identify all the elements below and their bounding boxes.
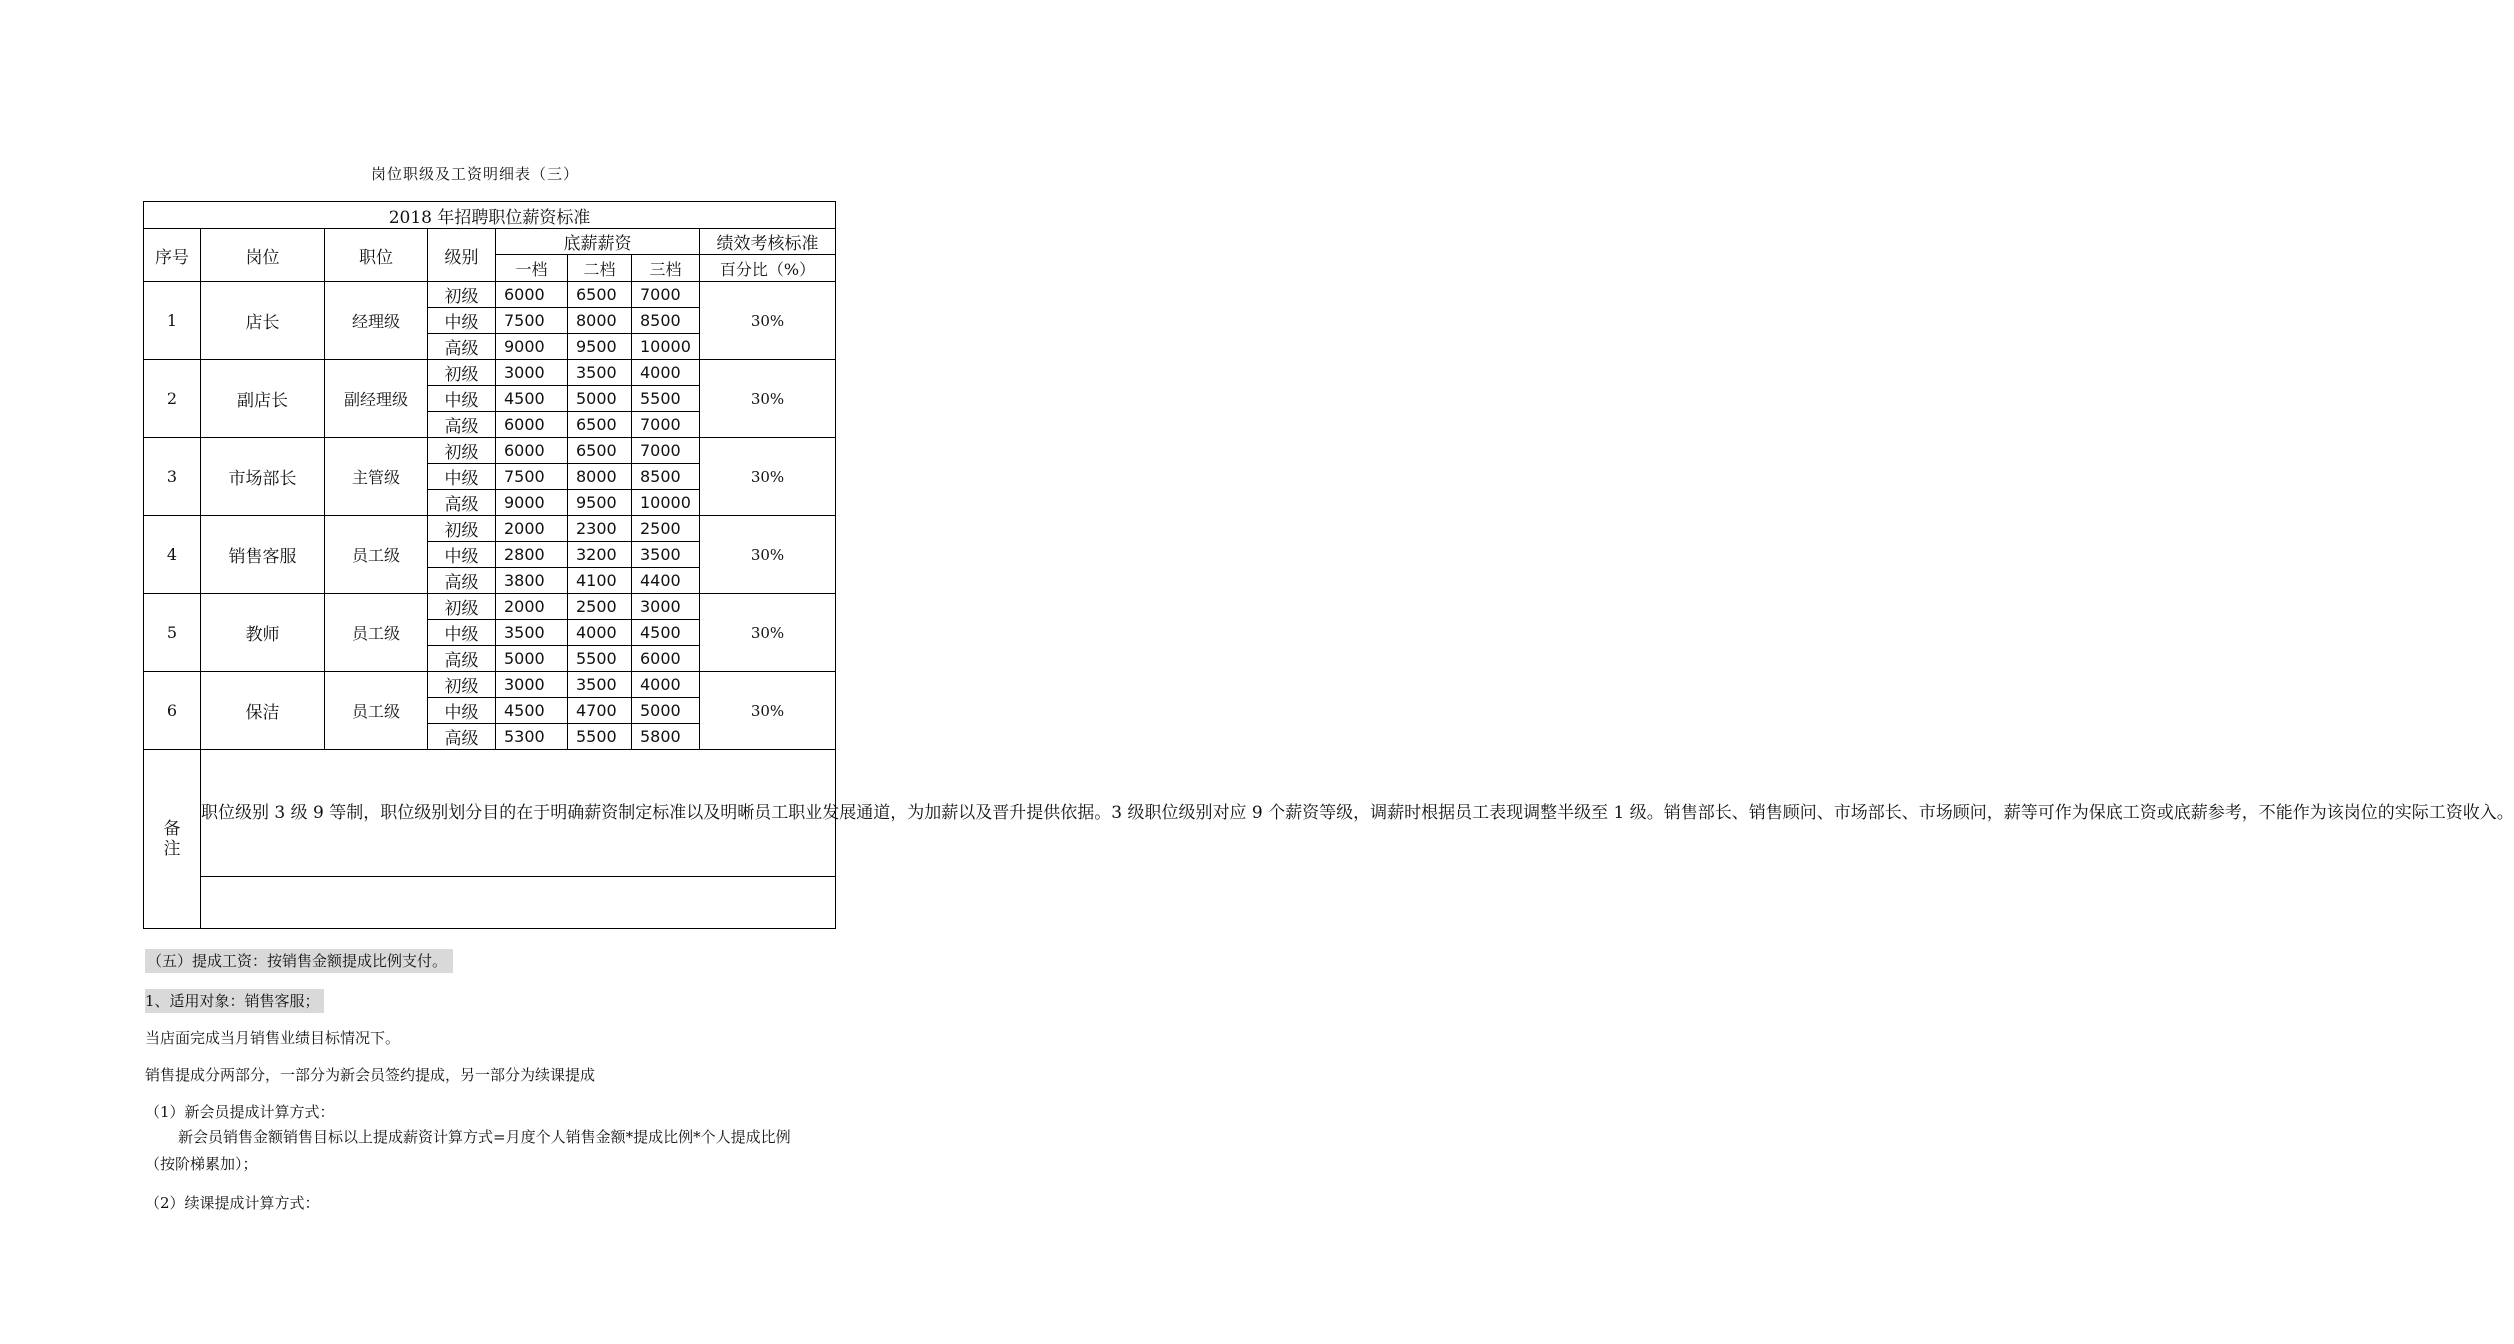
remarks-empty-cell — [201, 877, 836, 929]
tier3-value: 5000 — [632, 698, 700, 724]
tier1-value: 2800 — [496, 542, 568, 568]
table-row — [144, 438, 836, 464]
commission-heading-text: （五）提成工资：按销售金额提成比例支付。 — [145, 949, 453, 973]
tier1-value: 3000 — [496, 672, 568, 698]
tier2-value: 9500 — [568, 334, 632, 360]
paragraph-new-member-formula: 新会员销售金额销售目标以上提成薪资计算方式=月度个人销售金额*提成比例*个人提成比例（按阶梯累加）； — [145, 1128, 791, 1173]
tier3-value: 4500 — [632, 620, 700, 646]
rank-cell: 主管级 — [325, 438, 428, 516]
tier2-value: 5500 — [568, 646, 632, 672]
level-cell: 初级 — [428, 672, 496, 698]
header-tier3: 三档 — [632, 255, 700, 282]
level-cell: 初级 — [428, 360, 496, 386]
post-cell: 保洁 — [201, 672, 325, 750]
tier1-value: 5300 — [496, 724, 568, 750]
tier2-value: 6500 — [568, 438, 632, 464]
header-level: 级别 — [428, 229, 496, 282]
tier2-value: 5000 — [568, 386, 632, 412]
level-cell: 中级 — [428, 464, 496, 490]
section-heading-commission — [145, 950, 453, 971]
tier2-value: 9500 — [568, 490, 632, 516]
tier1-value: 2000 — [496, 516, 568, 542]
tier3-value: 3500 — [632, 542, 700, 568]
post-cell: 副店长 — [201, 360, 325, 438]
remarks-label — [144, 750, 201, 929]
tier3-value: 4000 — [632, 672, 700, 698]
tier1-value: 3800 — [496, 568, 568, 594]
tier1-value: 4500 — [496, 698, 568, 724]
tier3-value: 5500 — [632, 386, 700, 412]
tier2-value: 4100 — [568, 568, 632, 594]
header-base-pay: 底薪薪资 — [496, 229, 700, 255]
tier3-value: 7000 — [632, 438, 700, 464]
rank-cell: 员工级 — [325, 672, 428, 750]
tier1-value: 2000 — [496, 594, 568, 620]
level-cell: 初级 — [428, 594, 496, 620]
level-cell: 高级 — [428, 724, 496, 750]
remarks-row — [144, 750, 836, 877]
tier3-value: 8500 — [632, 464, 700, 490]
applicable-target-text: 1、适用对象：销售客服； — [145, 989, 324, 1013]
level-cell: 中级 — [428, 542, 496, 568]
paragraph-store-target: 当店面完成当月销售业绩目标情况下。 — [145, 1029, 401, 1047]
post-cell: 店长 — [201, 282, 325, 360]
tier1-value: 6000 — [496, 412, 568, 438]
table-row — [144, 672, 836, 698]
level-cell: 中级 — [428, 620, 496, 646]
tier2-value: 5500 — [568, 724, 632, 750]
rank-cell: 副经理级 — [325, 360, 428, 438]
perf-cell: 30% — [700, 594, 836, 672]
level-cell: 高级 — [428, 568, 496, 594]
seq-cell: 2 — [144, 360, 201, 438]
tier1-value: 6000 — [496, 282, 568, 308]
salary-table — [143, 201, 2514, 929]
tier3-value: 8500 — [632, 308, 700, 334]
tier3-value: 2500 — [632, 516, 700, 542]
post-cell: 销售客服 — [201, 516, 325, 594]
header-perf: 绩效考核标准 — [700, 229, 836, 255]
tier1-value: 4500 — [496, 386, 568, 412]
tier3-value: 4400 — [632, 568, 700, 594]
table-row — [144, 594, 836, 620]
tier2-value: 8000 — [568, 464, 632, 490]
table-row — [144, 282, 836, 308]
tier1-value: 3000 — [496, 360, 568, 386]
tier2-value: 4000 — [568, 620, 632, 646]
level-cell: 中级 — [428, 386, 496, 412]
table-row — [144, 360, 836, 386]
tier3-value: 4000 — [632, 360, 700, 386]
tier3-value: 7000 — [632, 282, 700, 308]
header-rank: 职位 — [325, 229, 428, 282]
seq-cell: 4 — [144, 516, 201, 594]
tier2-value: 8000 — [568, 308, 632, 334]
seq-cell: 5 — [144, 594, 201, 672]
paragraph-commission-parts: 销售提成分两部分，一部分为新会员签约提成，另一部分为续课提成 — [145, 1066, 596, 1084]
table-row — [144, 516, 836, 542]
tier2-value: 2300 — [568, 516, 632, 542]
tier1-value: 9000 — [496, 334, 568, 360]
remarks-empty-row — [144, 877, 836, 929]
seq-cell: 1 — [144, 282, 201, 360]
tier3-value: 10000 — [632, 490, 700, 516]
tier3-value: 3000 — [632, 594, 700, 620]
tier2-value: 3500 — [568, 672, 632, 698]
level-cell: 中级 — [428, 698, 496, 724]
level-cell: 高级 — [428, 412, 496, 438]
level-cell: 高级 — [428, 646, 496, 672]
rank-cell: 经理级 — [325, 282, 428, 360]
tier3-value: 7000 — [632, 412, 700, 438]
seq-cell: 3 — [144, 438, 201, 516]
document-title: 岗位职级及工资明细表（三） — [370, 165, 579, 183]
perf-cell: 30% — [700, 672, 836, 750]
tier2-value: 6500 — [568, 412, 632, 438]
seq-cell: 6 — [144, 672, 201, 750]
tier2-value: 4700 — [568, 698, 632, 724]
rank-cell: 员工级 — [325, 516, 428, 594]
tier1-value: 6000 — [496, 438, 568, 464]
level-cell: 初级 — [428, 282, 496, 308]
level-cell: 中级 — [428, 308, 496, 334]
tier1-value: 5000 — [496, 646, 568, 672]
perf-cell: 30% — [700, 516, 836, 594]
tier2-value: 2500 — [568, 594, 632, 620]
perf-cell: 30% — [700, 282, 836, 360]
header-post: 岗位 — [201, 229, 325, 282]
post-cell: 教师 — [201, 594, 325, 672]
applicable-target-line — [145, 990, 324, 1011]
header-seq: 序号 — [144, 229, 201, 282]
paragraph-renewal-heading: （2）续课提成计算方式： — [145, 1194, 320, 1212]
tier3-value: 5800 — [632, 724, 700, 750]
level-cell: 高级 — [428, 490, 496, 516]
post-cell: 市场部长 — [201, 438, 325, 516]
tier1-value: 3500 — [496, 620, 568, 646]
header-tier1: 一档 — [496, 255, 568, 282]
remarks-label-char-2: 注 — [163, 839, 181, 859]
tier2-value: 6500 — [568, 282, 632, 308]
header-tier2: 二档 — [568, 255, 632, 282]
tier1-value: 9000 — [496, 490, 568, 516]
tier1-value: 7500 — [496, 464, 568, 490]
tier1-value: 7500 — [496, 308, 568, 334]
level-cell: 初级 — [428, 438, 496, 464]
remarks-text: 职位级别 3 级 9 等制，职位级别划分目的在于明确薪资制定标准以及明晰员工职业发展通道，为加薪以及晋升提供依据。3 级职位级别对应 9 个薪资等级，调薪时根据员工表现调整半级至 1 级。销售部长、销售顾问、市场部长、市场顾问，薪等可作为保底工资或底薪参考，不能作为该岗位的实际工资收入。 — [201, 750, 836, 877]
remarks-label-char-1: 备 — [163, 819, 181, 839]
header-perf-sub: 百分比（%） — [700, 255, 836, 282]
tier2-value: 3200 — [568, 542, 632, 568]
perf-cell: 30% — [700, 438, 836, 516]
perf-cell: 30% — [700, 360, 836, 438]
paragraph-new-member-heading: （1）新会员提成计算方式： — [145, 1103, 335, 1121]
tier3-value: 10000 — [632, 334, 700, 360]
level-cell: 高级 — [428, 334, 496, 360]
rank-cell: 员工级 — [325, 594, 428, 672]
level-cell: 初级 — [428, 516, 496, 542]
tier2-value: 3500 — [568, 360, 632, 386]
table-caption: 2018 年招聘职位薪资标准 — [144, 202, 836, 229]
tier3-value: 6000 — [632, 646, 700, 672]
